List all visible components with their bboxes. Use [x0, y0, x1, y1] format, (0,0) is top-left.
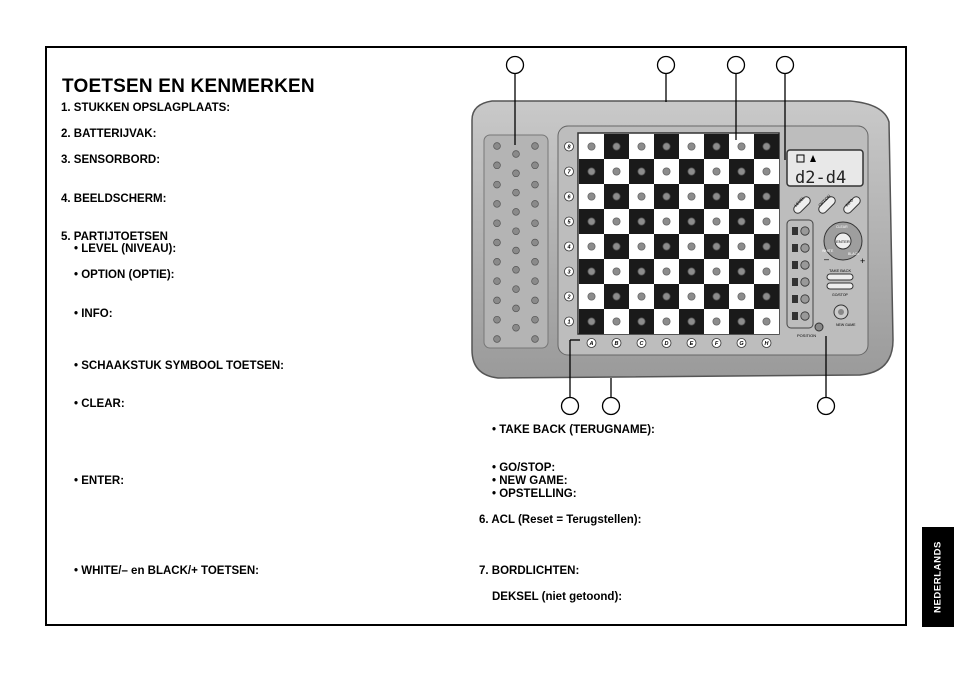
board-light [688, 143, 695, 150]
file-label: H [764, 341, 769, 347]
option-key-label: OPTION [817, 193, 832, 208]
piece-key [801, 278, 809, 286]
callout-3 [728, 57, 745, 74]
board-light [713, 143, 720, 150]
enter-key-label: ENTER [836, 239, 850, 244]
board-light [688, 193, 695, 200]
board-light [688, 243, 695, 250]
board-light [638, 318, 645, 325]
board-light [713, 268, 720, 275]
label-new-game: • NEW GAME: [492, 475, 568, 487]
storage-slot [513, 286, 520, 293]
board-light [638, 293, 645, 300]
rank-label: 7 [567, 169, 571, 176]
board-light [713, 193, 720, 200]
take-back-key [827, 274, 853, 280]
board-light [688, 293, 695, 300]
language-tab-label: NEDERLANDS [932, 541, 944, 613]
storage-slot [532, 239, 539, 246]
board-light [638, 168, 645, 175]
board-light [613, 218, 620, 225]
position-led [815, 323, 823, 331]
storage-slot [532, 258, 539, 265]
storage-slot [532, 297, 539, 304]
bishop-icon [792, 278, 798, 286]
file-label: B [614, 341, 619, 347]
storage-slot [513, 266, 520, 273]
storage-slot [494, 258, 501, 265]
file-label: D [664, 341, 669, 347]
label-battery: 2. BATTERIJVAK: [61, 128, 157, 140]
board-light [588, 243, 595, 250]
board-light [663, 318, 670, 325]
board-light [738, 268, 745, 275]
storage-slot [494, 316, 501, 323]
rook-icon [792, 261, 798, 269]
new-game-label: NEW GAME [836, 323, 856, 327]
board-light [688, 218, 695, 225]
storage-slot [494, 336, 501, 343]
storage-slot [513, 228, 520, 235]
board-light [663, 193, 670, 200]
piece-key [801, 244, 809, 252]
rank-label: 5 [567, 219, 571, 226]
board-light [713, 293, 720, 300]
board-light [688, 168, 695, 175]
board-light [613, 243, 620, 250]
label-info: • INFO: [74, 308, 113, 320]
plus-label: + [860, 256, 866, 266]
board-light [613, 318, 620, 325]
page-title: TOETSEN EN KENMERKEN [62, 76, 315, 97]
storage-slot [494, 201, 501, 208]
label-position: • OPSTELLING: [492, 488, 577, 500]
board-light [763, 168, 770, 175]
board-light [738, 318, 745, 325]
rank-label: 3 [567, 269, 571, 276]
take-back-label: TAKE BACK [829, 268, 852, 273]
storage-slot [513, 151, 520, 158]
board-light [663, 143, 670, 150]
callout-7 [818, 398, 835, 415]
label-option: • OPTION (OPTIE): [74, 269, 175, 281]
queen-icon [792, 244, 798, 252]
board-light [763, 218, 770, 225]
label-take-back: • TAKE BACK (TERUGNAME): [492, 424, 655, 436]
rank-label: 2 [567, 294, 571, 301]
rank-label: 8 [567, 144, 571, 151]
label-storage: 1. STUKKEN OPSLAGPLAATS: [61, 102, 231, 114]
storage-slot [513, 209, 520, 216]
board-light [738, 218, 745, 225]
storage-slot [494, 278, 501, 285]
info-key-label: INFO [844, 197, 855, 208]
label-sensorboard: 3. SENSORBORD: [61, 154, 161, 166]
label-piece-symbol-keys: • SCHAAKSTUK SYMBOOL TOETSEN: [74, 360, 284, 372]
callout-4 [777, 57, 794, 74]
storage-slot [532, 143, 539, 150]
board-light [613, 293, 620, 300]
board-light [613, 143, 620, 150]
board-light [688, 318, 695, 325]
board-light [613, 268, 620, 275]
rank-label: 1 [567, 319, 571, 326]
board-light [588, 193, 595, 200]
label-lid: DEKSEL (niet getoond): [492, 591, 623, 603]
board-light [613, 193, 620, 200]
pawn-icon [792, 312, 798, 320]
callout-2 [658, 57, 675, 74]
label-acl: 6. ACL (Reset = Terugstellen): [479, 514, 642, 526]
piece-key [801, 295, 809, 303]
storage-slot [513, 324, 520, 331]
piece-key [801, 227, 809, 235]
storage-slot [513, 305, 520, 312]
piece-key [801, 261, 809, 269]
rank-label: 4 [567, 244, 571, 251]
storage-slot [532, 336, 539, 343]
board-light [763, 143, 770, 150]
board-light [638, 193, 645, 200]
board-light [713, 168, 720, 175]
file-label: G [739, 341, 744, 347]
go-stop-label: GO/STOP [832, 293, 848, 297]
board-light [663, 268, 670, 275]
storage-slot [532, 201, 539, 208]
piece-key [801, 312, 809, 320]
board-light [638, 268, 645, 275]
board-light [713, 243, 720, 250]
storage-slot [513, 189, 520, 196]
board-light [613, 168, 620, 175]
board-light [738, 143, 745, 150]
file-label: A [589, 341, 594, 347]
board-light [763, 243, 770, 250]
board-light [588, 293, 595, 300]
storage-slot [494, 220, 501, 227]
board-light [738, 168, 745, 175]
board-light [763, 193, 770, 200]
storage-slot [513, 247, 520, 254]
storage-slot [513, 170, 520, 177]
display-move-text: d2-d4 [795, 168, 847, 188]
white-key-label: WHITE [822, 249, 834, 253]
label-game-keys: 5. PARTIJTOETSEN [61, 231, 168, 243]
label-board-lights: 7. BORDLICHTEN: [479, 565, 580, 577]
board-light [763, 293, 770, 300]
storage-slot [494, 143, 501, 150]
board-light [738, 293, 745, 300]
storage-slot [532, 316, 539, 323]
storage-slot [494, 181, 501, 188]
file-label: C [639, 341, 644, 347]
clear-key-label: CLEAR [836, 225, 848, 229]
board-light [763, 318, 770, 325]
storage-slot [494, 162, 501, 169]
board-light [588, 143, 595, 150]
black-key-label: BLACK [848, 252, 860, 256]
label-white-black-keys: • WHITE/– en BLACK/+ TOETSEN: [74, 565, 259, 577]
board-light [588, 218, 595, 225]
board-light [713, 218, 720, 225]
board-light [713, 318, 720, 325]
label-enter: • ENTER: [74, 475, 125, 487]
board-light [663, 293, 670, 300]
callout-5 [562, 398, 579, 415]
board-light [663, 243, 670, 250]
storage-slot [532, 162, 539, 169]
callout-6 [603, 398, 620, 415]
board-light [588, 168, 595, 175]
storage-slot [494, 297, 501, 304]
label-display: 4. BEELDSCHERM: [61, 193, 167, 205]
knight-icon [792, 295, 798, 303]
label-clear: • CLEAR: [74, 398, 125, 410]
storage-slot [532, 181, 539, 188]
board-light [763, 268, 770, 275]
go-stop-key [827, 283, 853, 289]
file-label: F [714, 341, 719, 347]
label-level: • LEVEL (NIVEAU): [74, 243, 177, 255]
minus-label: – [824, 254, 830, 264]
board-light [588, 268, 595, 275]
board-light [738, 193, 745, 200]
callout-1 [507, 57, 524, 74]
board-light [688, 268, 695, 275]
board-light [588, 318, 595, 325]
file-label: E [689, 341, 694, 347]
position-key-label: POSITION [797, 333, 817, 338]
storage-slot [494, 239, 501, 246]
king-icon [792, 227, 798, 235]
storage-slot [532, 220, 539, 227]
label-go-stop: • GO/STOP: [492, 462, 556, 474]
board-light [638, 143, 645, 150]
board-light [663, 168, 670, 175]
level-key-label: LEVEL [793, 195, 806, 208]
board-light [638, 243, 645, 250]
storage-slot [532, 278, 539, 285]
board-light [738, 243, 745, 250]
board-light [663, 218, 670, 225]
board-light [638, 218, 645, 225]
rank-label: 6 [567, 194, 571, 201]
